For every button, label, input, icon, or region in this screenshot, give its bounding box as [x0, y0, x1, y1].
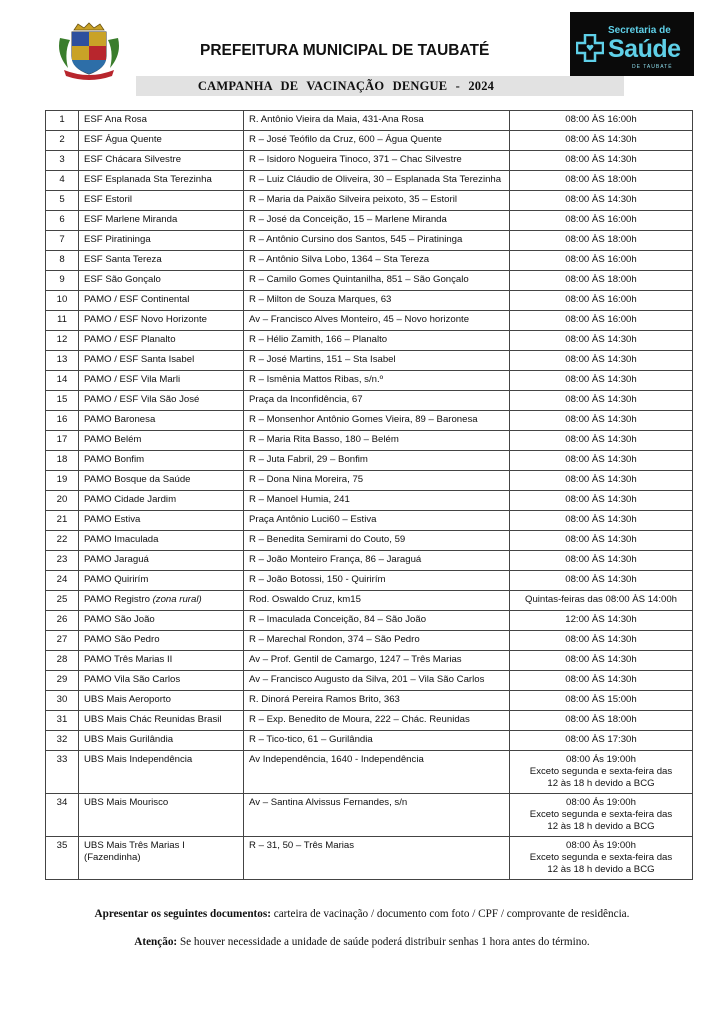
- unit-name-text: PAMO Baronesa: [84, 414, 156, 425]
- medical-cross-icon: [576, 34, 604, 62]
- table-row: [46, 837, 693, 880]
- unit-name-text: UBS Mais Aeroporto: [84, 694, 171, 705]
- row-number: 27: [46, 631, 79, 651]
- unit-name-text: PAMO / ESF Planalto: [84, 334, 176, 345]
- hours-note1: Exceto segunda e sexta-feira das: [529, 809, 673, 820]
- table-row: [46, 151, 693, 171]
- table-row: [46, 551, 693, 571]
- unit-name-text: PAMO Belém: [84, 434, 142, 445]
- address: R – João Botossi, 150 - Quirirím: [244, 571, 510, 591]
- unit-name: [79, 531, 244, 551]
- unit-name-text: ESF São Gonçalo: [84, 274, 161, 285]
- vaccination-schedule-table: [45, 110, 693, 880]
- table-row: [46, 351, 693, 371]
- address: Av – Francisco Alves Monteiro, 45 – Novo horizonte: [244, 311, 510, 331]
- attention-note: [0, 936, 724, 948]
- hours-text: 08:00 ÀS 14:30h: [565, 494, 637, 505]
- hours-text: Quintas-feiras das 08:00 ÀS 14:00h: [525, 594, 677, 605]
- row-number: 16: [46, 411, 79, 431]
- address: R – Maria Rita Basso, 180 – Belém: [244, 431, 510, 451]
- unit-name: [79, 331, 244, 351]
- unit-name-text: ESF Estoril: [84, 194, 132, 205]
- row-number: 18: [46, 451, 79, 471]
- opening-hours: [510, 511, 693, 531]
- documents-text: carteira de vacinação / documento com foto / CPF / comprovante de residência.: [270, 908, 630, 920]
- opening-hours: [510, 731, 693, 751]
- opening-hours: [510, 837, 693, 880]
- table-row: [46, 211, 693, 231]
- opening-hours: [510, 271, 693, 291]
- hours-text: 08:00 ÀS 18:00h: [565, 714, 637, 725]
- table-row: [46, 111, 693, 131]
- row-number: 33: [46, 751, 79, 794]
- unit-name-text: PAMO / ESF Vila São José: [84, 394, 200, 405]
- hours-text: 08:00 ÀS 18:00h: [565, 174, 637, 185]
- address: R – Camilo Gomes Quintanilha, 851 – São Gonçalo: [244, 271, 510, 291]
- unit-name: [79, 511, 244, 531]
- opening-hours: [510, 431, 693, 451]
- opening-hours: [510, 531, 693, 551]
- opening-hours: [510, 691, 693, 711]
- row-number: 28: [46, 651, 79, 671]
- table-row: [46, 271, 693, 291]
- address: R – Maria da Paixão Silveira peixoto, 35 – Estoril: [244, 191, 510, 211]
- opening-hours: [510, 171, 693, 191]
- address: Rod. Oswaldo Cruz, km15: [244, 591, 510, 611]
- address: Av Independência, 1640 - Independência: [244, 751, 510, 794]
- address: R – Isidoro Nogueira Tinoco, 371 – Chac Silvestre: [244, 151, 510, 171]
- opening-hours: [510, 151, 693, 171]
- row-number: 24: [46, 571, 79, 591]
- table-row: [46, 691, 693, 711]
- table-row: [46, 671, 693, 691]
- unit-name: [79, 471, 244, 491]
- unit-name: [79, 691, 244, 711]
- row-number: 34: [46, 794, 79, 837]
- unit-name: [79, 551, 244, 571]
- unit-name-text: UBS Mais Mourisco: [84, 797, 169, 808]
- table-row: [46, 451, 693, 471]
- address: R – Milton de Souza Marques, 63: [244, 291, 510, 311]
- opening-hours: [510, 631, 693, 651]
- unit-name-text: PAMO Vila São Carlos: [84, 674, 181, 685]
- unit-name: [79, 711, 244, 731]
- unit-name-line2: (Fazendinha): [84, 852, 141, 863]
- table-row: [46, 651, 693, 671]
- row-number: 8: [46, 251, 79, 271]
- unit-name: [79, 794, 244, 837]
- hours-text: 08:00 ÀS 14:30h: [565, 434, 637, 445]
- row-number: 13: [46, 351, 79, 371]
- unit-name-text: PAMO Estiva: [84, 514, 141, 525]
- unit-name-text: PAMO Registro: [84, 594, 150, 605]
- unit-name: [79, 631, 244, 651]
- hours-text: 08:00 ÀS 16:00h: [565, 314, 637, 325]
- unit-name: [79, 251, 244, 271]
- address: R. Antônio Vieira da Maia, 431-Ana Rosa: [244, 111, 510, 131]
- hours-text: 08:00 ÀS 14:30h: [565, 354, 637, 365]
- opening-hours: [510, 111, 693, 131]
- table-row: [46, 291, 693, 311]
- opening-hours: [510, 711, 693, 731]
- table-row: [46, 751, 693, 794]
- row-number: 30: [46, 691, 79, 711]
- unit-name-text: PAMO Bosque da Saúde: [84, 474, 191, 485]
- unit-name: [79, 291, 244, 311]
- hours-note1: Exceto segunda e sexta-feira das: [529, 766, 673, 777]
- address: R – Juta Fabril, 29 – Bonfim: [244, 451, 510, 471]
- row-number: 32: [46, 731, 79, 751]
- opening-hours: [510, 291, 693, 311]
- opening-hours: [510, 491, 693, 511]
- address: Praça Antônio Luci60 – Estiva: [244, 511, 510, 531]
- address: Av – Santina Alvissus Fernandes, s/n: [244, 794, 510, 837]
- unit-name-text: UBS Mais Independência: [84, 754, 193, 765]
- address: R – José Teófilo da Cruz, 600 – Água Quente: [244, 131, 510, 151]
- table-row: [46, 794, 693, 837]
- address: R – 31, 50 – Três Marias: [244, 837, 510, 880]
- documents-note: [0, 908, 724, 920]
- hours-text: 08:00 ÀS 16:00h: [565, 294, 637, 305]
- opening-hours: [510, 331, 693, 351]
- address: R – Exp. Benedito de Moura, 222 – Chác. Reunidas: [244, 711, 510, 731]
- unit-name-text: ESF Água Quente: [84, 134, 162, 145]
- hours-text: 08:00 ÀS 14:30h: [565, 474, 637, 485]
- table-row: [46, 191, 693, 211]
- opening-hours: [510, 591, 693, 611]
- hours-text: 08:00 ÀS 18:00h: [565, 274, 637, 285]
- hours-text: 08:00 ÀS 14:30h: [565, 634, 637, 645]
- page-title: PREFEITURA MUNICIPAL DE TAUBATÉ: [200, 42, 490, 59]
- row-number: 17: [46, 431, 79, 451]
- unit-name-text: UBS Mais Gurilândia: [84, 734, 174, 745]
- row-number: 9: [46, 271, 79, 291]
- unit-name-text: PAMO Quirirím: [84, 574, 149, 585]
- hours-text: 08:00 ÀS 14:30h: [565, 394, 637, 405]
- unit-name-text: PAMO / ESF Novo Horizonte: [84, 314, 207, 325]
- row-number: 20: [46, 491, 79, 511]
- unit-name-text: ESF Marlene Miranda: [84, 214, 178, 225]
- opening-hours: [510, 351, 693, 371]
- table-row: [46, 611, 693, 631]
- address: R – Dona Nina Moreira, 75: [244, 471, 510, 491]
- unit-name: [79, 191, 244, 211]
- table-row: [46, 371, 693, 391]
- address: Av – Francisco Augusto da Silva, 201 – Vila São Carlos: [244, 671, 510, 691]
- opening-hours: [510, 311, 693, 331]
- hours-text: 08:00 ÀS 14:30h: [565, 654, 637, 665]
- table-row: [46, 731, 693, 751]
- address: R – Luiz Cláudio de Oliveira, 30 – Esplanada Sta Terezinha: [244, 171, 510, 191]
- table-row: [46, 591, 693, 611]
- unit-name-text: PAMO Jaraguá: [84, 554, 149, 565]
- unit-name-text: PAMO São João: [84, 614, 155, 625]
- row-number: 2: [46, 131, 79, 151]
- hours-text: 08:00 ÀS 14:30h: [565, 514, 637, 525]
- hours-text: 08:00 ÀS 15:00h: [565, 694, 637, 705]
- address: R – Hélio Zamith, 166 – Planalto: [244, 331, 510, 351]
- table-row: [46, 491, 693, 511]
- unit-name: [79, 231, 244, 251]
- row-number: 14: [46, 371, 79, 391]
- row-number: 29: [46, 671, 79, 691]
- row-number: 3: [46, 151, 79, 171]
- hours-text: 08:00 ÀS 14:30h: [565, 134, 637, 145]
- unit-name: [79, 611, 244, 631]
- hours-text: 08:00 Às 19:00h: [566, 840, 636, 851]
- opening-hours: [510, 411, 693, 431]
- opening-hours: [510, 751, 693, 794]
- logo-line1: Secretaria de: [608, 25, 671, 36]
- address: R. Dinorá Pereira Ramos Brito, 363: [244, 691, 510, 711]
- hours-text: 08:00 ÀS 14:30h: [565, 194, 637, 205]
- table-row: [46, 531, 693, 551]
- opening-hours: [510, 131, 693, 151]
- table-row: [46, 411, 693, 431]
- unit-name: [79, 591, 244, 611]
- address: Av – Prof. Gentil de Camargo, 1247 – Três Marias: [244, 651, 510, 671]
- opening-hours: [510, 571, 693, 591]
- unit-name-text: ESF Ana Rosa: [84, 114, 147, 125]
- table-row: [46, 471, 693, 491]
- table-row: [46, 571, 693, 591]
- hours-note1: Exceto segunda e sexta-feira das: [529, 852, 673, 863]
- hours-text: 08:00 Ás 19:00h: [566, 797, 636, 808]
- unit-name: [79, 731, 244, 751]
- address: R – Benedita Semirami do Couto, 59: [244, 531, 510, 551]
- hours-text: 12:00 ÀS 14:30h: [565, 614, 637, 625]
- row-number: 12: [46, 331, 79, 351]
- unit-name: [79, 431, 244, 451]
- attention-label: Atenção:: [134, 936, 178, 948]
- hours-text: 08:00 Ás 19:00h: [566, 754, 636, 765]
- unit-name: [79, 311, 244, 331]
- row-number: 25: [46, 591, 79, 611]
- hours-text: 08:00 ÀS 14:30h: [565, 554, 637, 565]
- address: R – Ismênia Mattos Ribas, s/n.º: [244, 371, 510, 391]
- hours-note2: 12 às 18 h devido a BCG: [547, 821, 655, 832]
- unit-name: [79, 751, 244, 794]
- opening-hours: [510, 391, 693, 411]
- hours-text: 08:00 ÀS 18:00h: [565, 234, 637, 245]
- hours-text: 08:00 ÀS 14:30h: [565, 334, 637, 345]
- row-number: 10: [46, 291, 79, 311]
- table-row: [46, 131, 693, 151]
- hours-text: 08:00 ÀS 16:00h: [565, 114, 637, 125]
- unit-name-text: PAMO / ESF Santa Isabel: [84, 354, 195, 365]
- unit-name-text: ESF Piratininga: [84, 234, 151, 245]
- hours-text: 08:00 ÀS 14:30h: [565, 154, 637, 165]
- address: R – Manoel Humia, 241: [244, 491, 510, 511]
- unit-name-text: ESF Esplanada Sta Terezinha: [84, 174, 212, 185]
- documents-label: Apresentar os seguintes documentos:: [94, 908, 271, 920]
- unit-name-text: ESF Santa Tereza: [84, 254, 162, 265]
- table-row: [46, 631, 693, 651]
- row-number: 22: [46, 531, 79, 551]
- unit-name: [79, 451, 244, 471]
- address: R – José da Conceição, 15 – Marlene Miranda: [244, 211, 510, 231]
- unit-name-text: UBS Mais Chác Reunidas Brasil: [84, 714, 222, 725]
- page-subtitle: CAMPANHA DE VACINAÇÃO DENGUE - 2024: [197, 79, 495, 93]
- address: R – José Martins, 151 – Sta Isabel: [244, 351, 510, 371]
- hours-note2: 12 às 18 h devido a BCG: [547, 778, 655, 789]
- opening-hours: [510, 211, 693, 231]
- row-number: 19: [46, 471, 79, 491]
- unit-name: [79, 491, 244, 511]
- hours-text: 08:00 ÀS 16:00h: [565, 254, 637, 265]
- address: R – João Monteiro França, 86 – Jaraguá: [244, 551, 510, 571]
- municipal-crest-icon: [58, 22, 120, 80]
- unit-name: [79, 411, 244, 431]
- unit-name-text: ESF Chácara Silvestre: [84, 154, 182, 165]
- row-number: 35: [46, 837, 79, 880]
- unit-name-text: PAMO / ESF Vila Marli: [84, 374, 181, 385]
- unit-name-text: PAMO Três Marias II: [84, 654, 173, 665]
- unit-name-text: PAMO Cidade Jardim: [84, 494, 177, 505]
- row-number: 7: [46, 231, 79, 251]
- address: R – Antônio Silva Lobo, 1364 – Sta Tereza: [244, 251, 510, 271]
- opening-hours: [510, 251, 693, 271]
- opening-hours: [510, 671, 693, 691]
- opening-hours: [510, 451, 693, 471]
- unit-name-text: PAMO Bonfim: [84, 454, 145, 465]
- row-number: 6: [46, 211, 79, 231]
- logo-line2: Saúde: [608, 35, 681, 63]
- table-row: [46, 331, 693, 351]
- unit-name: [79, 571, 244, 591]
- opening-hours: [510, 471, 693, 491]
- table-row: [46, 391, 693, 411]
- unit-name: [79, 271, 244, 291]
- hours-text: 08:00 ÀS 14:30h: [565, 374, 637, 385]
- row-number: 5: [46, 191, 79, 211]
- hours-text: 08:00 ÀS 17:30h: [565, 734, 637, 745]
- table-row: [46, 231, 693, 251]
- hours-text: 08:00 ÀS 14:30h: [565, 574, 637, 585]
- unit-name-text: PAMO São Pedro: [84, 634, 160, 645]
- unit-name: [79, 671, 244, 691]
- address: R – Antônio Cursino dos Santos, 545 – Piratininga: [244, 231, 510, 251]
- table-row: [46, 711, 693, 731]
- secretaria-saude-logo: [570, 12, 694, 76]
- unit-name: [79, 351, 244, 371]
- unit-name-text: UBS Mais Três Marias I: [84, 840, 185, 851]
- row-number: 4: [46, 171, 79, 191]
- hours-text: 08:00 ÀS 14:30h: [565, 674, 637, 685]
- unit-name-text: PAMO Imaculada: [84, 534, 159, 545]
- logo-line3: DE TAUBATÉ: [632, 64, 673, 70]
- opening-hours: [510, 794, 693, 837]
- row-number: 1: [46, 111, 79, 131]
- table-row: [46, 251, 693, 271]
- unit-name: [79, 837, 244, 880]
- hours-text: 08:00 ÀS 14:30h: [565, 414, 637, 425]
- table-row: [46, 431, 693, 451]
- attention-text: Se houver necessidade a unidade de saúde poderá distribuir senhas 1 hora antes do término.: [177, 936, 590, 948]
- opening-hours: [510, 611, 693, 631]
- row-number: 26: [46, 611, 79, 631]
- unit-name: [79, 371, 244, 391]
- opening-hours: [510, 191, 693, 211]
- address: R – Monsenhor Antônio Gomes Vieira, 89 – Baronesa: [244, 411, 510, 431]
- opening-hours: [510, 651, 693, 671]
- unit-name: [79, 111, 244, 131]
- row-number: 23: [46, 551, 79, 571]
- opening-hours: [510, 231, 693, 251]
- unit-name: [79, 651, 244, 671]
- table-row: [46, 511, 693, 531]
- opening-hours: [510, 551, 693, 571]
- address: R – Tico-tico, 61 – Gurilândia: [244, 731, 510, 751]
- hours-text: 08:00 ÀS 16:00h: [565, 214, 637, 225]
- address: R – Marechal Rondon, 374 – São Pedro: [244, 631, 510, 651]
- unit-name: [79, 171, 244, 191]
- hours-note2: 12 às 18 h devido a BCG: [547, 864, 655, 875]
- table-row: [46, 311, 693, 331]
- unit-name: [79, 391, 244, 411]
- unit-note: (zona rural): [152, 594, 202, 605]
- hours-text: 08:00 ÀS 14:30h: [565, 454, 637, 465]
- row-number: 15: [46, 391, 79, 411]
- unit-name: [79, 151, 244, 171]
- opening-hours: [510, 371, 693, 391]
- unit-name: [79, 131, 244, 151]
- row-number: 21: [46, 511, 79, 531]
- hours-text: 08:00 ÀS 14:30h: [565, 534, 637, 545]
- unit-name: [79, 211, 244, 231]
- unit-name-text: PAMO / ESF Continental: [84, 294, 190, 305]
- row-number: 11: [46, 311, 79, 331]
- row-number: 31: [46, 711, 79, 731]
- table-row: [46, 171, 693, 191]
- address: Praça da Inconfidência, 67: [244, 391, 510, 411]
- address: R – Imaculada Conceição, 84 – São João: [244, 611, 510, 631]
